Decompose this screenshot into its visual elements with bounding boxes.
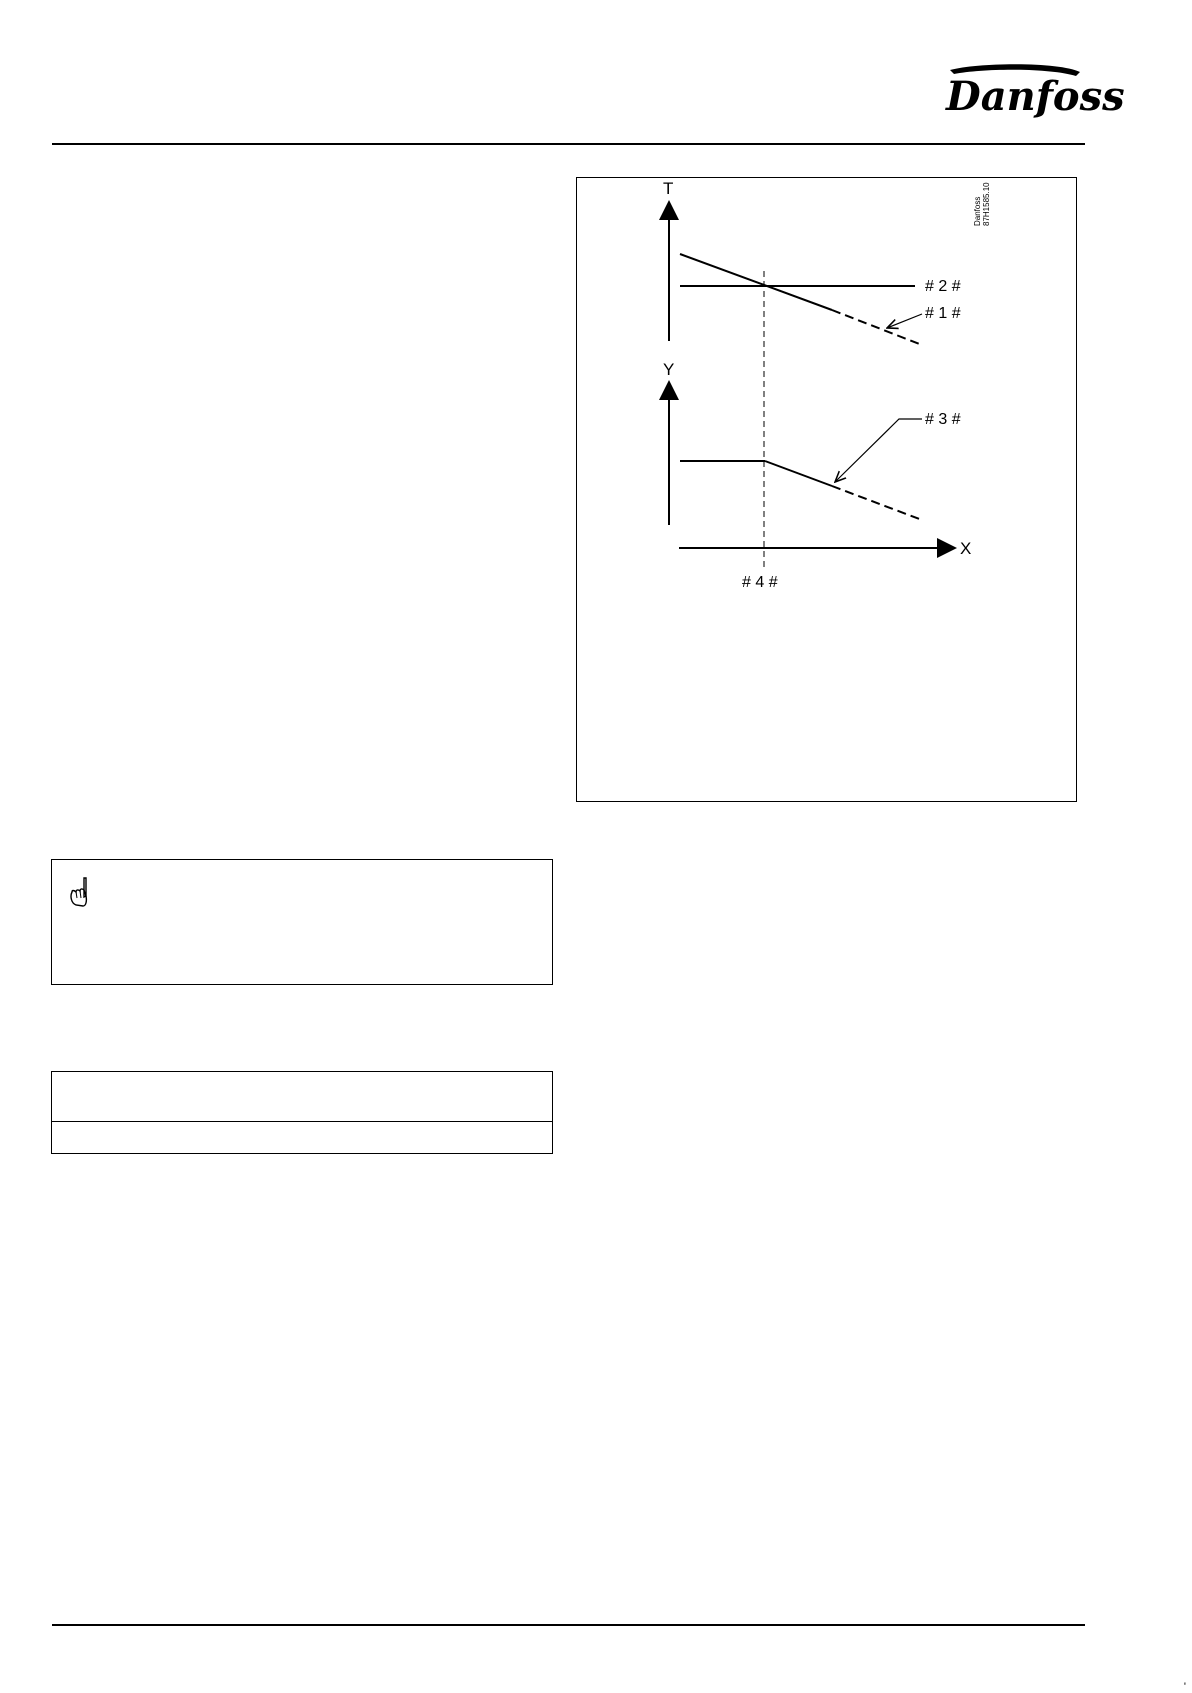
drawing-code-line2: 87H1585.10 <box>982 182 991 226</box>
table-row <box>52 1122 552 1153</box>
danfoss-logo <box>940 62 1125 122</box>
label-1-pointer <box>887 314 922 328</box>
label-1: # 1 # <box>925 305 961 322</box>
drawing-code <box>973 182 991 226</box>
footer-mark: ' <box>1183 1681 1186 1693</box>
label-2: # 2 # <box>925 278 961 295</box>
y-axis-label: Y <box>663 360 675 379</box>
table-row <box>52 1072 552 1122</box>
t-axis-label: T <box>663 179 674 198</box>
diagram <box>577 178 1078 803</box>
figure-box <box>576 177 1077 802</box>
logo-text: Danfoss <box>946 73 1125 120</box>
curve-3-solid <box>765 461 832 486</box>
footer-rule <box>52 1624 1085 1626</box>
note-box <box>51 859 553 985</box>
drawing-code-line1: Danfoss <box>973 196 982 226</box>
label-3-pointer <box>835 419 922 482</box>
pointing-hand-icon <box>68 876 94 910</box>
header-rule <box>52 143 1085 145</box>
curve-1-dashed <box>832 310 922 345</box>
curve-3-dashed <box>832 486 922 520</box>
label-4: # 4 # <box>742 574 778 591</box>
label-3: # 3 # <box>925 411 961 428</box>
table-box <box>51 1071 553 1154</box>
curve-1-solid <box>680 254 832 310</box>
x-axis-label: X <box>960 539 972 558</box>
